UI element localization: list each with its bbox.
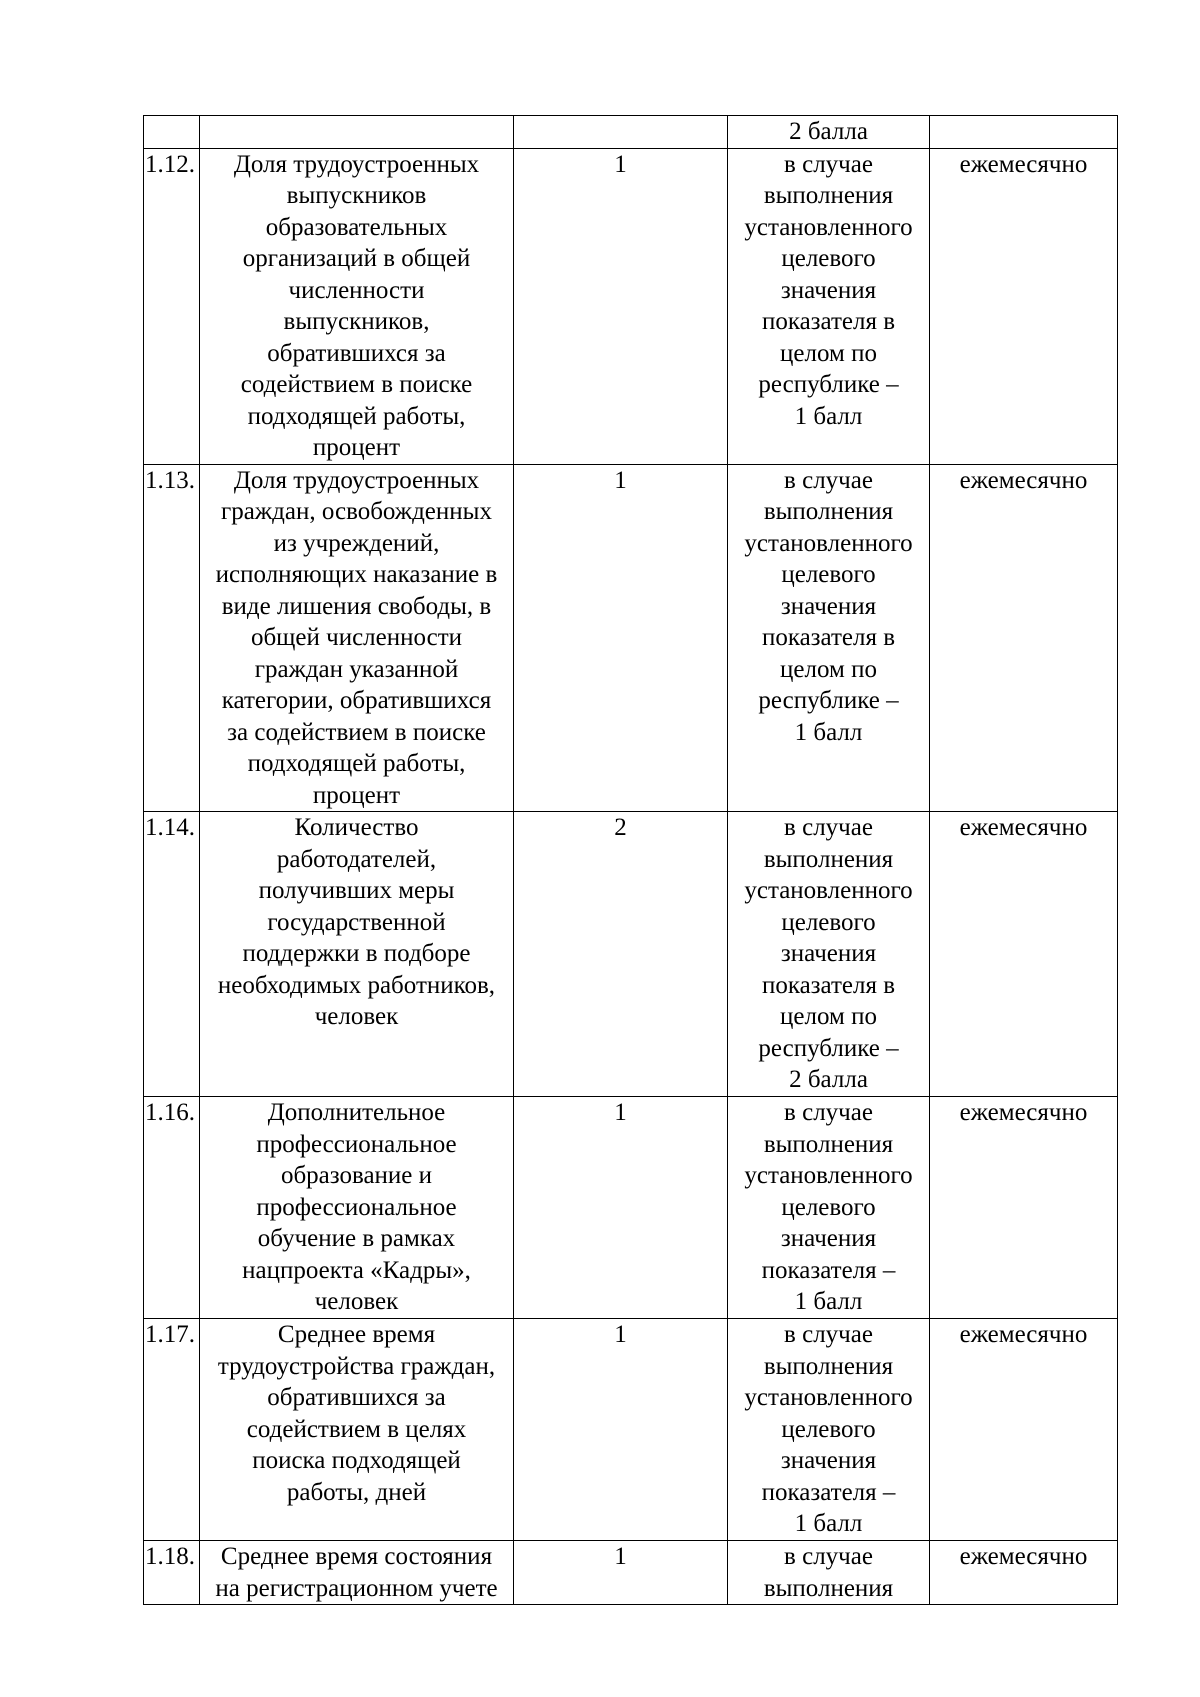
indicator-name-line: государственной [267, 908, 446, 936]
condition-line: 1 балл [794, 718, 863, 746]
indicator-name-line: виде лишения свободы, в [221, 592, 492, 620]
condition-cell [728, 1541, 930, 1605]
condition-line: в случае [784, 1099, 873, 1126]
indicator-name-line: поддержки в подборе [242, 940, 471, 967]
indicator-name-line: получивших меры [258, 877, 455, 904]
indicator-name-line: трудоустройства граждан, [217, 1352, 496, 1380]
row-number-cell [144, 116, 200, 149]
indicator-name-line: подходящей работы, [247, 750, 466, 777]
indicator-name-line: поиска подходящей [252, 1447, 461, 1474]
condition-line: значения [780, 1447, 877, 1474]
condition-cell [728, 464, 930, 812]
condition-line: в случае [784, 150, 873, 178]
row-number-cell: 1.18. [144, 1541, 200, 1605]
condition-line: целом по [780, 655, 877, 683]
condition-cell [728, 1097, 930, 1319]
table-row [144, 1541, 1118, 1605]
condition-line: целевого [781, 908, 876, 936]
indicator-name-line: процент [312, 781, 401, 809]
indicator-name-line: на регистрационном учете [215, 1574, 498, 1602]
indicator-name-line: из учреждений, [273, 529, 440, 557]
indicator-name-line: организаций в общей [242, 245, 471, 272]
condition-line: выполнения [763, 1574, 894, 1602]
indicator-name-line: обучение в рамках [257, 1225, 456, 1252]
condition-line: показателя в [761, 624, 896, 651]
indicator-name-line: человек [314, 1003, 399, 1030]
frequency-cell [930, 116, 1118, 149]
indicator-name-line: образовательных [265, 213, 448, 241]
condition-line: целом по [780, 339, 877, 367]
condition-line: целевого [781, 561, 876, 588]
indicator-name-line: исполняющих наказание в [215, 561, 498, 588]
indicator-name-cell [200, 116, 514, 149]
indicator-name-line: подходящей работы, [247, 402, 466, 430]
indicator-name-cell [200, 464, 514, 812]
condition-line: значения [780, 940, 877, 967]
condition-line: установленного [744, 877, 913, 904]
weight-cell: 1 [514, 148, 728, 464]
condition-line: республике – [758, 687, 899, 714]
condition-cell [728, 116, 930, 149]
indicator-name-line: содействием в поиске [240, 371, 473, 398]
frequency-cell: ежемесячно [930, 812, 1118, 1097]
indicator-name-line: Доля трудоустроенных [233, 150, 480, 178]
indicator-name-cell [200, 1541, 514, 1605]
condition-line: выполнения [763, 182, 894, 209]
row-number-cell: 1.16. [144, 1097, 200, 1319]
indicator-name-line: образование и [280, 1162, 433, 1189]
indicator-name-line: работы, дней [286, 1478, 427, 1506]
condition-line: в случае [784, 1321, 873, 1348]
indicator-name-line: необходимых работников, [217, 971, 496, 999]
frequency-cell: ежемесячно [930, 1097, 1118, 1319]
condition-line: установленного [744, 213, 913, 241]
indicator-name-line: Дополнительное [267, 1099, 446, 1126]
indicator-name-cell [200, 1097, 514, 1319]
condition-line: выполнения [763, 1352, 894, 1380]
table-row [144, 148, 1118, 464]
condition-line: показателя в [761, 308, 896, 335]
indicator-name-line: Среднее время состояния [220, 1543, 493, 1570]
condition-line: целом по [780, 1003, 877, 1030]
table-row [144, 464, 1118, 812]
indicator-name-line: Среднее время [277, 1321, 436, 1348]
condition-line: республике – [758, 1034, 899, 1062]
condition-line: целевого [781, 1193, 876, 1221]
condition-line: 2 балла [789, 118, 868, 145]
condition-line: установленного [744, 1162, 913, 1189]
indicator-name-line: выпускников [286, 182, 427, 209]
weight-cell: 1 [514, 1319, 728, 1541]
indicator-name-line: профессиональное [256, 1130, 457, 1158]
indicator-name-line: обратившихся за [267, 339, 446, 367]
indicator-name-line: категории, обратившихся [221, 687, 492, 714]
table-row [144, 1319, 1118, 1541]
condition-line: 2 балла [789, 1066, 868, 1093]
condition-line: республике – [758, 371, 899, 398]
condition-line: 1 балл [794, 402, 863, 430]
indicator-name-cell [200, 1319, 514, 1541]
frequency-cell: ежемесячно [930, 148, 1118, 464]
weight-cell: 1 [514, 1097, 728, 1319]
weight-cell: 1 [514, 1541, 728, 1605]
criteria-table [143, 115, 1118, 1605]
weight-cell [514, 116, 728, 149]
condition-line: в случае [784, 466, 873, 494]
condition-line: целевого [781, 1415, 876, 1443]
frequency-cell: ежемесячно [930, 1319, 1118, 1541]
indicator-name-cell [200, 148, 514, 464]
row-number-cell: 1.17. [144, 1319, 200, 1541]
weight-cell: 2 [514, 812, 728, 1097]
condition-cell [728, 148, 930, 464]
row-number-cell: 1.12. [144, 148, 200, 464]
condition-line: установленного [744, 1384, 913, 1411]
indicator-name-line: граждан, освобожденных [221, 498, 492, 525]
frequency-cell: ежемесячно [930, 1541, 1118, 1605]
condition-line: значения [780, 276, 877, 304]
indicator-name-line: общей численности [250, 624, 463, 651]
indicator-name-line: процент [312, 434, 401, 461]
row-number-cell: 1.13. [144, 464, 200, 812]
condition-line: показателя – [761, 1478, 896, 1506]
indicator-name-line: обратившихся за [267, 1384, 446, 1411]
indicator-name-line: Доля трудоустроенных [233, 466, 480, 494]
condition-line: значения [780, 1225, 877, 1252]
indicator-name-line: профессиональное [256, 1193, 457, 1221]
indicator-name-line: за содействием в поиске [227, 718, 486, 746]
weight-cell: 1 [514, 464, 728, 812]
condition-line: установленного [744, 529, 913, 557]
frequency-cell: ежемесячно [930, 464, 1118, 812]
indicator-name-line: Количество [294, 814, 419, 841]
condition-line: выполнения [763, 1130, 894, 1158]
condition-cell [728, 1319, 930, 1541]
condition-line: целевого [781, 245, 876, 272]
condition-line: показателя в [761, 971, 896, 999]
indicator-name-line: численности [288, 276, 425, 304]
condition-line: значения [780, 592, 877, 620]
condition-line: в случае [784, 1543, 873, 1570]
table-row-continued [144, 116, 1118, 149]
condition-line: в случае [784, 814, 873, 841]
condition-line: показателя – [761, 1256, 896, 1284]
condition-line: 1 балл [794, 1288, 863, 1315]
condition-cell [728, 812, 930, 1097]
indicator-name-cell [200, 812, 514, 1097]
condition-line: 1 балл [794, 1510, 863, 1537]
row-number-cell: 1.14. [144, 812, 200, 1097]
condition-line: выполнения [763, 845, 894, 873]
condition-line: выполнения [763, 498, 894, 525]
indicator-name-line: выпускников, [283, 308, 430, 335]
indicator-name-line: человек [314, 1288, 399, 1315]
indicator-name-line: граждан указанной [254, 655, 459, 683]
indicator-name-line: нацпроекта «Кадры», [242, 1256, 471, 1284]
indicator-name-line: содействием в целях [246, 1415, 467, 1443]
indicator-name-line: работодателей, [276, 845, 437, 873]
table-row [144, 812, 1118, 1097]
table-row [144, 1097, 1118, 1319]
